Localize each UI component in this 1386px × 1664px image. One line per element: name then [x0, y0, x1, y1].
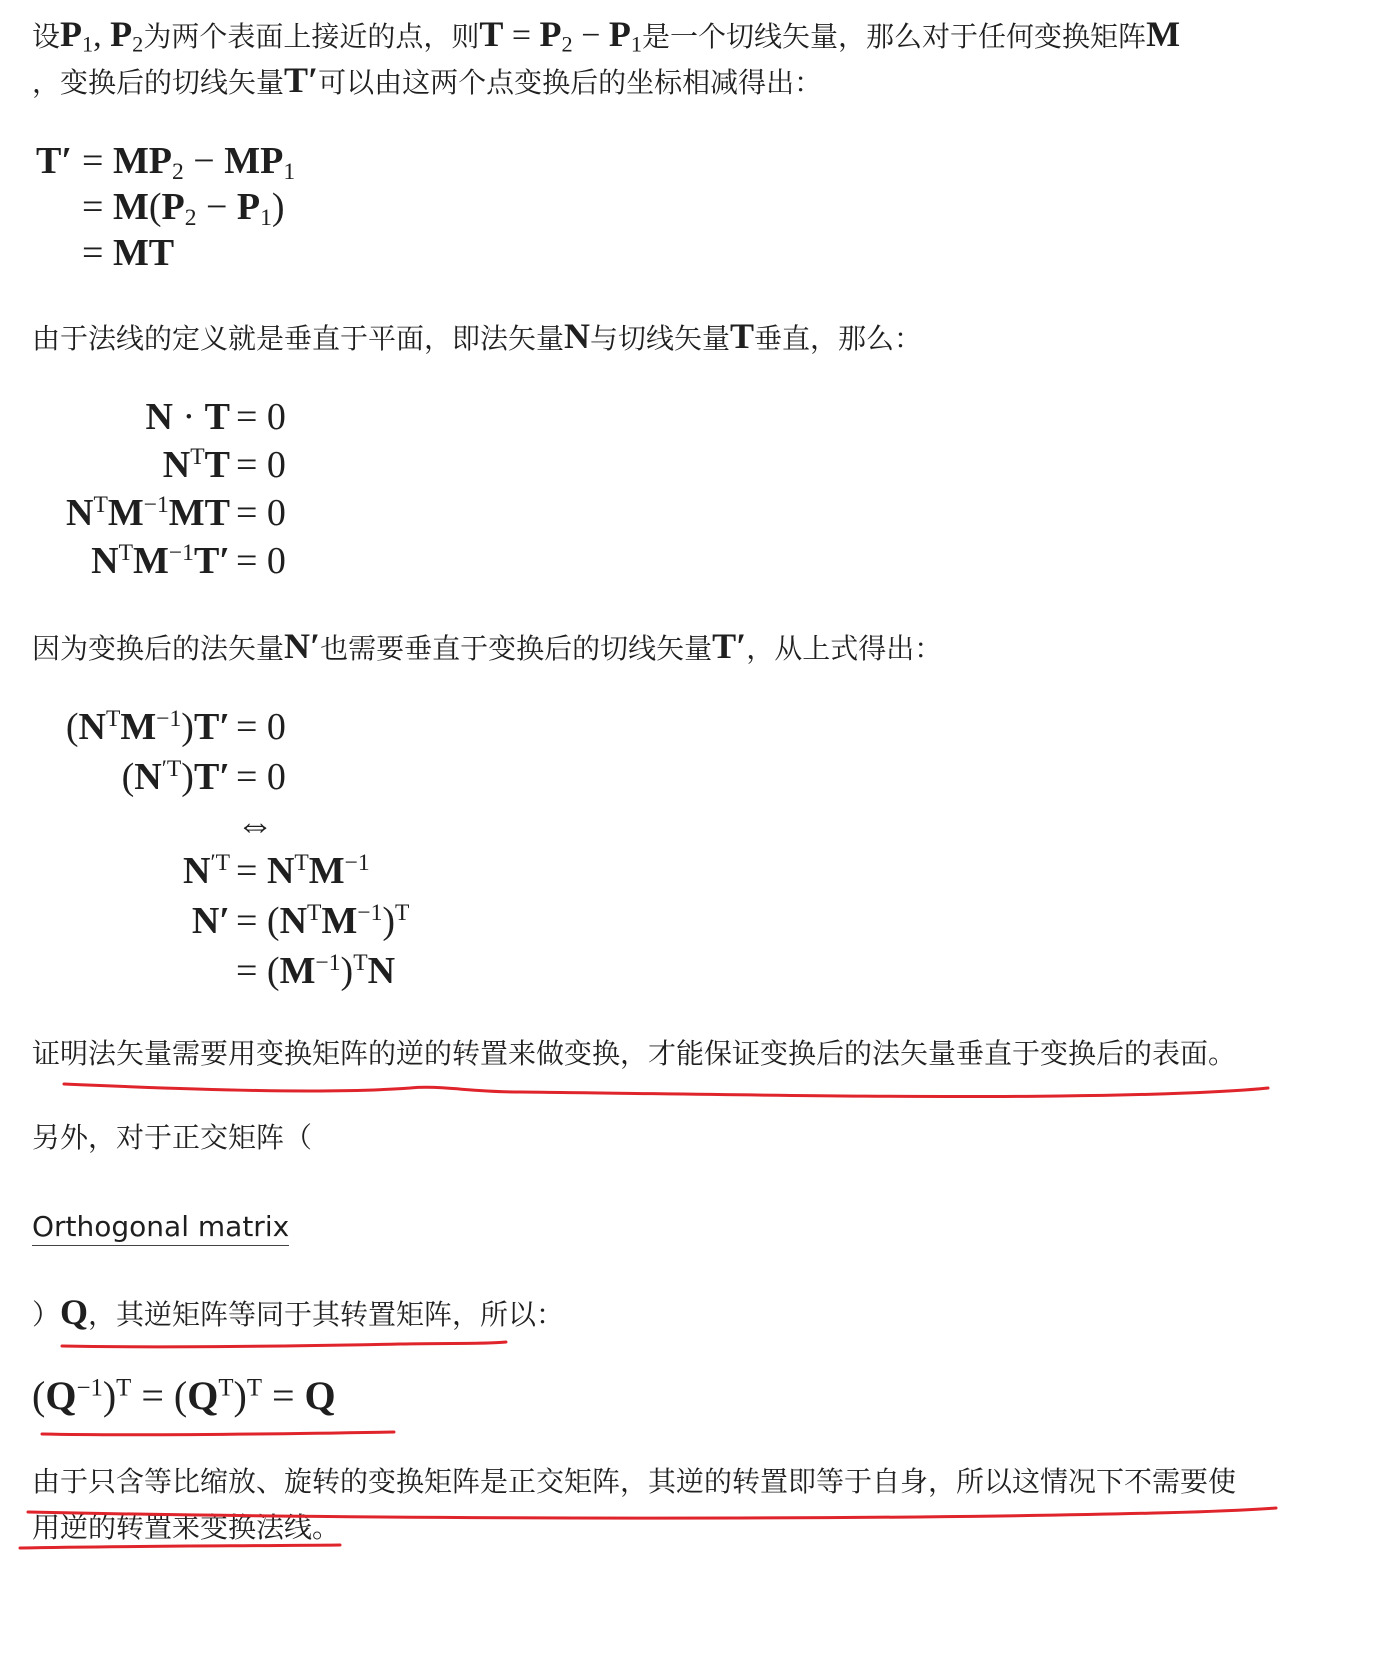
eq-lhs: T′ [36, 140, 73, 182]
orthogonal-matrix-link[interactable]: Orthogonal matrix [32, 1210, 289, 1243]
perp-paragraph: 由于法线的定义就是垂直于平面，即法矢量N与切线矢量T垂直，那么： [32, 316, 923, 356]
underline-final-line-2 [20, 1545, 340, 1548]
intro-line-1: 设$P_1$, $P_2$为两个表面上接近的点，则$T = P_2 - P_1$是一个切线矢量，那么对于任何变换矩阵M [32, 14, 1181, 57]
equation-q-transpose: $(Q^{-1})^T = (Q^T)^T = Q$ [32, 1373, 336, 1418]
underline-q-line [62, 1342, 506, 1347]
because-paragraph: 因为变换后的法矢量N′也需要垂直于变换后的切线矢量T′，从上式得出： [32, 626, 943, 666]
q-inverse-text: ）Q，其逆矩阵等同于其转置矩阵，所以： [32, 1292, 565, 1332]
final-line-1: 由于只含等比缩放、旋转的变换矩阵是正交矩阵，其逆的转置即等于自身，所以这情况下不需要使 [32, 1465, 1237, 1498]
underline-q-equation [42, 1432, 394, 1435]
equation-block-dot: N · T $N^TT$ $N^TM^{-1}MT$ $N^TM^{-1}T'$ = 0 = 0 = 0 = 0 [66, 396, 286, 582]
equation-block-derivation: $(N^TM^{-1})T'$ $(N^{'T})T'$ $N^{'T}$ N′ = 0 = 0 ⇔ = $N^TM^{-1}$ = $(N^TM^{-1})^T$ = $(M^{-1})^TN$ [65, 706, 410, 992]
equivalence-symbol: ⇔ [236, 804, 274, 846]
equation-block-tangent: T′ = $MP_2 - MP_1$ = $M(P_2 - P_1)$ = MT [36, 140, 296, 274]
orthogonal-intro-text: 另外，对于正交矩阵（ [32, 1121, 313, 1154]
conclusion-text: 证明法矢量需要用变换矩阵的逆的转置来做变换，才能保证变换后的法矢量垂直于变换后的表面。 [32, 1037, 1237, 1070]
underline-conclusion [64, 1084, 1268, 1097]
intro-line-2: ，变换后的切线矢量T′可以由这两个点变换后的坐标相减得出： [32, 60, 823, 100]
final-line-2: 用逆的转置来变换法线。 [32, 1511, 341, 1544]
